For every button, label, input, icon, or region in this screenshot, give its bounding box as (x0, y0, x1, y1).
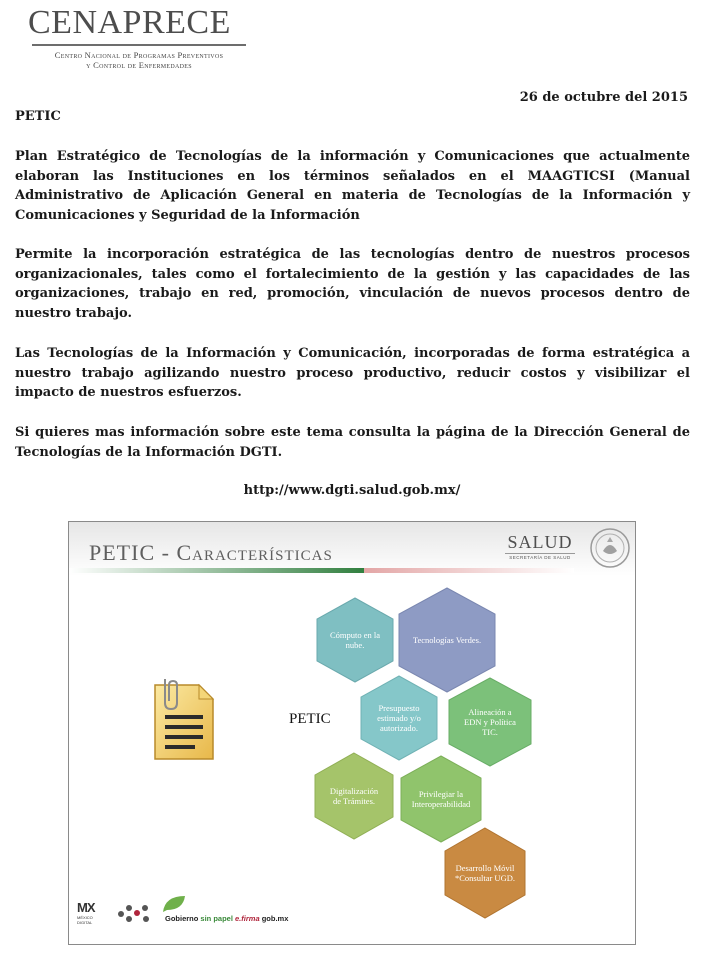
leaf-icon (161, 894, 187, 914)
mexico-digital-logo: MX (77, 900, 95, 915)
hexagon-text: Privilegiar la Interoperabilidad (411, 789, 471, 809)
dgti-link[interactable]: http://www.dgti.salud.gob.mx/ (243, 483, 461, 498)
hexagon-desarrollo-movil (443, 826, 527, 920)
slide-green-stripe (69, 568, 369, 573)
mexico-digital-word2: DIGITAL (77, 919, 93, 925)
slide-footer-logos (77, 894, 317, 928)
hexagon-computo-nube (315, 596, 395, 684)
hexagon-text: Presupuesto estimado y/o autorizado. (377, 703, 421, 733)
paragraph-more-info: Si quieres mas información sobre este tema consulta la página de la Dirección General de Tecnologías de la Información DGTI. (15, 425, 690, 460)
hexagon-digitalizacion (313, 751, 395, 841)
network-people-icon (115, 902, 153, 924)
petic-slide (68, 521, 636, 945)
hexagon-text: Cómputo en la nube. (329, 630, 381, 650)
salud-rule (505, 553, 575, 554)
slide-red-stripe (364, 568, 574, 573)
hexagon-text: Digitalización de Trámites. (329, 786, 379, 806)
paragraph-definition: Plan Estratégico de Tecnologías de la información y Comunicaciones que actualmente elaboran las Instituciones en los términos señalados en el MAAGTICSI (Manual Administrativo de Aplicación General en materia de Tecnologías de la Información y Comunicaciones y Seguridad de la Información (15, 149, 690, 223)
hexagon-presupuesto (359, 674, 439, 762)
salud-subtitle: SECRETARÍA DE SALUD (509, 555, 571, 560)
mexico-digital-word1: MÉXICO (77, 915, 93, 920)
gobierno-sin-papel-logo (165, 914, 288, 923)
hexagon-text: Tecnologías Verdes. (412, 635, 482, 645)
paragraph-benefits: Las Tecnologías de la Información y Comunicación, incorporadas de forma estratégica a nuestro trabajo agilizando nuestro proceso productivo, reducir costos y visibilizar el impacto de nuestros esfuerzos. (15, 346, 690, 400)
document-date: 26 de octubre del 2015 (519, 90, 688, 105)
logo-subtitle-line2: y Control de Enfermedades (86, 60, 192, 70)
document-icon (149, 677, 219, 763)
gobmx-text: gob.mx (259, 914, 289, 923)
document-heading: PETIC (15, 109, 61, 124)
hexagon-text: Desarrollo Móvil *Consultar UGD. (455, 863, 515, 883)
hexagon-text: Alineación a EDN y Política TIC. (464, 707, 516, 737)
gob-text-a: Gobierno (165, 914, 201, 923)
cenaprece-logo (28, 4, 250, 70)
mexico-digital-caption (77, 916, 93, 925)
paragraph-purpose: Permite la incorporación estratégica de las tecnologías dentro de nuestros procesos organizacionales, tales como el fortalecimiento de la gestión y las capacidades de las organizaciones, trabajo en red, promoción, vinculación de nuevos procesos dentro de nuestro trabajo. (15, 247, 690, 321)
mexico-seal-icon (589, 527, 631, 569)
slide-title: PETIC - Características (89, 540, 333, 565)
salud-logo (499, 532, 581, 560)
logo-subtitle-line1: Centro Nacional de Programas Preventivos (54, 50, 224, 60)
salud-word: SALUD (507, 532, 573, 552)
efirma-text: e.firma (235, 914, 260, 923)
gob-text-b: sin papel (200, 914, 236, 923)
logo-title: CENAPRECE (28, 4, 231, 41)
logo-rule (32, 44, 246, 46)
petic-center-label: PETIC (289, 711, 331, 727)
